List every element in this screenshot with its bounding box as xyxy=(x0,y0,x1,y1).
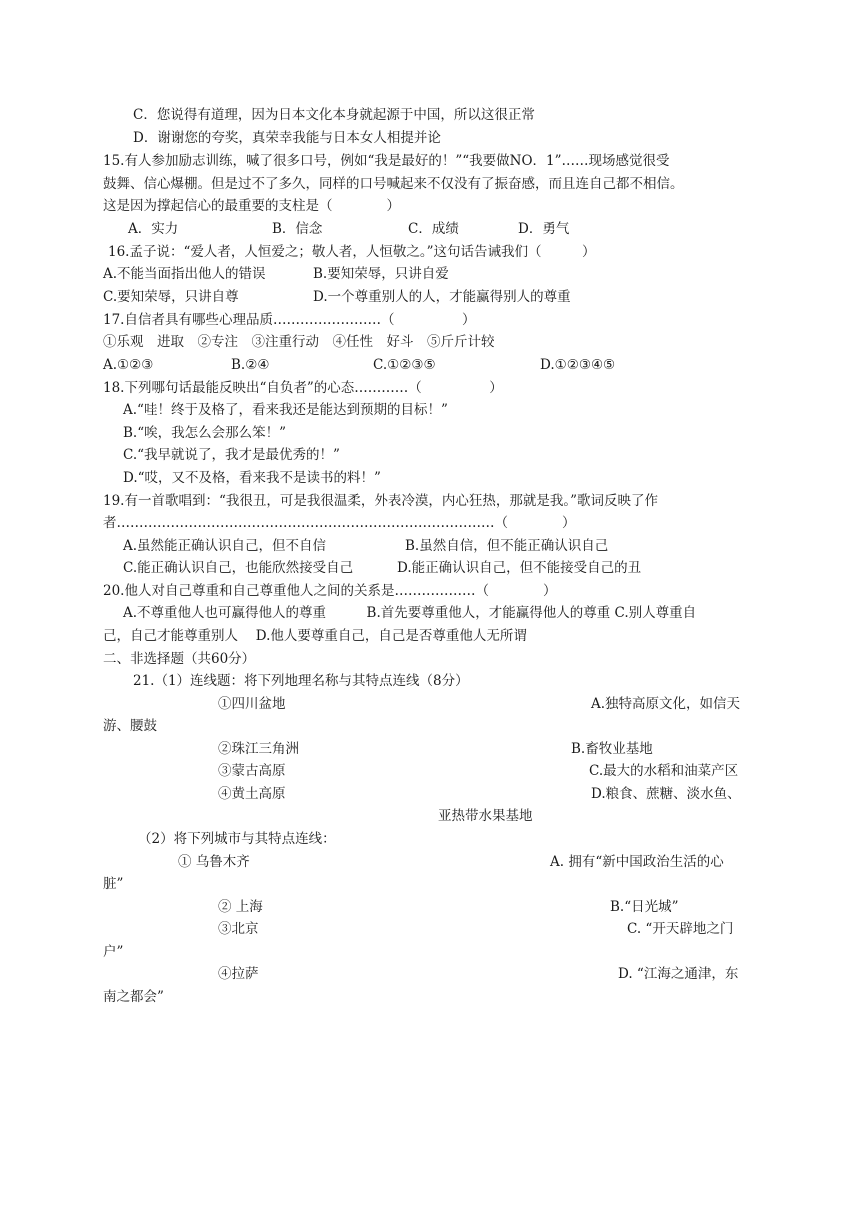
q16-option-a: A.不能当面指出他人的错误 xyxy=(103,266,266,282)
q19-option-b: B.虽然自信，但不能正确认识自己 xyxy=(405,538,609,554)
q18-option-c: C.“我早就说了，我才是最优秀的！” xyxy=(123,447,340,463)
q16-option-c: C.要知荣辱，只讲自尊 xyxy=(103,289,239,305)
q21-part1-stem: 21.（1）连线题：将下列地理名称与其特点连线（8分） xyxy=(133,673,469,689)
q18-option-a: A.“哇！终于及格了，看来我还是能达到预期的目标！” xyxy=(123,402,448,418)
q15-stem-line2: 鼓舞、信心爆棚。但是过不了多久，同样的口号喊起来不仅没有了振奋感，而且连自己都不相信。 xyxy=(103,176,684,192)
q17-option-d: D.①②③④⑤ xyxy=(540,357,616,373)
q21-part2-stem: （2）将下列城市与其特点连线： xyxy=(138,831,336,847)
city-feature-c: C. “开天辟地之门 xyxy=(627,921,734,937)
geo-feature-d: D.粮食、蔗糖、淡水鱼、 xyxy=(591,786,741,802)
city-feature-a: A. 拥有“新中国政治生活的心 xyxy=(550,854,724,870)
q17-option-c: C.①②③⑤ xyxy=(373,357,436,373)
city-item-2: ② 上海 xyxy=(218,899,263,915)
q16-option-b: B.要知荣辱，只讲自爱 xyxy=(313,266,449,282)
geo-feature-c: C.最大的水稻和油菜产区 xyxy=(589,763,739,779)
q17-option-a: A.①②③ xyxy=(103,357,154,373)
q16-stem: 16.孟子说：“爱人者，人恒爱之；敬人者，人恒敬之。”这句话告诫我们（ ） xyxy=(108,244,596,260)
q20-options-line1: A.不尊重他人也可赢得他人的尊重 B.首先要尊重他人，才能赢得他人的尊重 C.别人尊重自 xyxy=(123,605,697,621)
q20-options-line2: 己，自己才能尊重别人 D.他人要尊重自己，自己是否尊重他人无所谓 xyxy=(103,628,527,644)
q17-stem: 17.自信者具有哪些心理品质……………………（ ） xyxy=(103,312,476,328)
city-feature-d-cont: 南之都会” xyxy=(103,989,164,1005)
geo-item-1: ①四川盆地 xyxy=(218,696,286,712)
q15-option-a: A．实力 xyxy=(128,221,179,237)
q19-option-a: A.虽然能正确认识自己，但不自信 xyxy=(123,538,327,554)
geo-feature-a-cont: 游、腰鼓 xyxy=(103,718,157,734)
q19-stem-line1: 19.有一首歌唱到：“我很丑，可是我很温柔，外表冷漠，内心狂热，那就是我。”歌词反映了作 xyxy=(103,493,659,509)
city-item-4: ④拉萨 xyxy=(218,966,259,982)
geo-item-2: ②珠江三角洲 xyxy=(218,741,299,757)
q17-items: ①乐观 进取 ②专注 ③注重行动 ④任性 好斗 ⑤斤斤计较 xyxy=(103,334,495,350)
q19-option-c: C.能正确认识自己，也能欣然接受自己 xyxy=(123,560,354,576)
q18-stem: 18.下列哪句话最能反映出“自负者”的心态…………（ ） xyxy=(103,380,503,396)
q15-option-c: C．成绩 xyxy=(408,221,459,237)
geo-item-4: ④黄土高原 xyxy=(218,786,286,802)
city-feature-d: D. “江海之通津，东 xyxy=(618,966,739,982)
section-heading: 二、非选择题（共60分） xyxy=(103,651,256,667)
geo-feature-b: B.畜牧业基地 xyxy=(571,741,653,757)
city-item-1: ① 乌鲁木齐 xyxy=(178,854,250,870)
city-feature-c-cont: 户” xyxy=(103,944,124,960)
q14-option-c: C．您说得有道理，因为日本文化本身就起源于中国，所以这很正常 xyxy=(133,107,535,123)
q17-option-b: B.②④ xyxy=(231,357,270,373)
q15-option-b: B．信念 xyxy=(272,221,323,237)
q19-option-d: D.能正确认识自己，但不能接受自己的丑 xyxy=(397,560,642,576)
geo-feature-a: A.独特高原文化，如信天 xyxy=(591,696,741,712)
geo-feature-d-cont: 亚热带水果基地 xyxy=(438,808,533,824)
q19-stem-line2: 者…………………………………………………………………………（ ） xyxy=(103,515,576,531)
city-item-3: ③北京 xyxy=(218,921,259,937)
q15-option-d: D．勇气 xyxy=(518,221,570,237)
city-feature-b: B.“日光城” xyxy=(610,899,679,915)
city-feature-a-cont: 脏” xyxy=(103,876,124,892)
q15-stem-line1: 15.有人参加励志训练，喊了很多口号，例如“我是最好的！”“我要做NO．1”……现场感觉很受 xyxy=(103,153,670,169)
q20-stem: 20.他人对自己尊重和自己尊重他人之间的关系是………………（ ） xyxy=(103,583,557,599)
q18-option-d: D.“哎，又不及格，看来我不是读书的料！” xyxy=(123,470,381,486)
q16-option-d: D.一个尊重别人的人，才能赢得别人的尊重 xyxy=(313,289,571,305)
q15-stem-line3: 这是因为撑起信心的最重要的支柱是（ ） xyxy=(103,198,400,214)
q18-option-b: B.“唉，我怎么会那么笨！” xyxy=(123,425,287,441)
geo-item-3: ③蒙古高原 xyxy=(218,763,286,779)
q14-option-d: D．谢谢您的夸奖，真荣幸我能与日本女人相提并论 xyxy=(133,130,441,146)
